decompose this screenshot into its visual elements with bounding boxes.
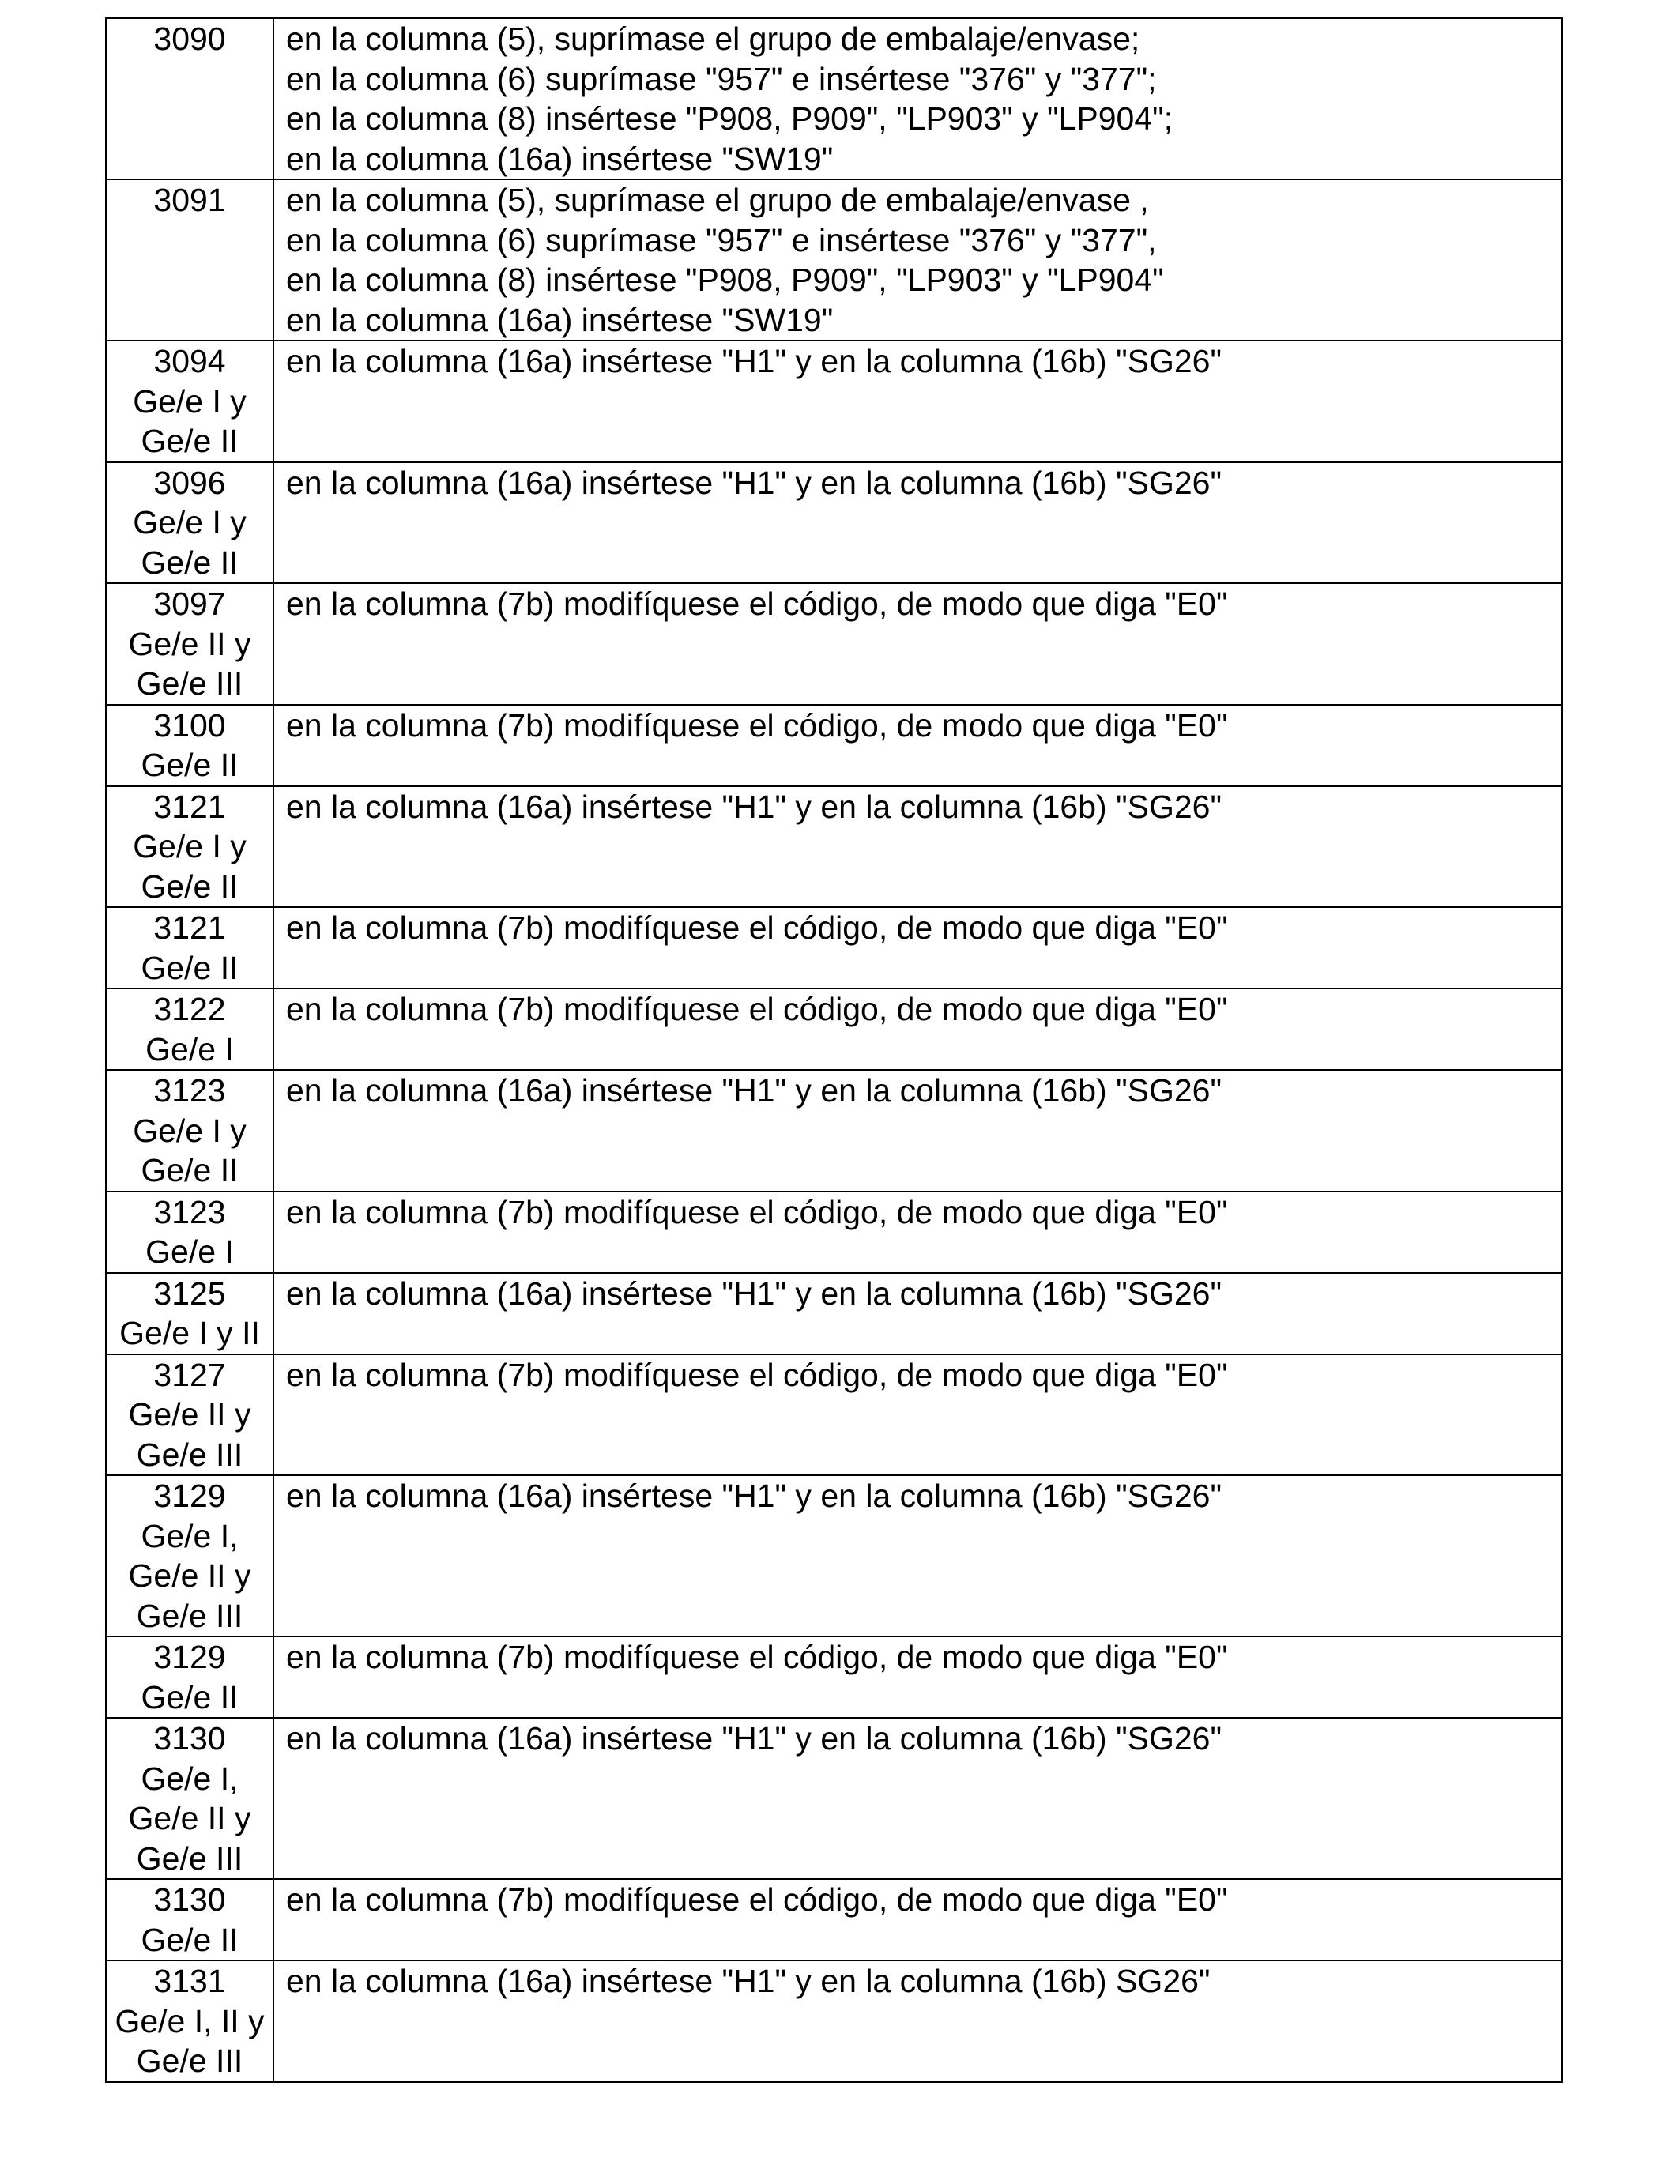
table-row [106,988,1562,1070]
table-row [106,462,1562,584]
amendment-text-line: en la columna (5), suprímase el grupo de embalaje/envase; [286,21,1140,57]
entry-line: 3096 [153,464,226,501]
table-row [106,1475,1562,1636]
entry-line: 3129 [153,1478,226,1514]
amendment-text-cell [273,705,1562,786]
entry-line: Ge/e I y [133,828,247,864]
entry-line: Ge/e III [136,1597,243,1634]
entry-line: Ge/e II [141,1921,239,1958]
amendment-text-line: en la columna (16a) insértese "H1" y en la columna (16b) "SG26" [286,1478,1222,1514]
entry-line: Ge/e III [136,1839,243,1877]
entry-cell [106,1192,273,1273]
table-row [106,341,1562,462]
entry-line: Ge/e I y [133,1112,247,1149]
table-row [106,1070,1562,1192]
entry-line: Ge/e I y [133,382,247,420]
entry-cell [106,1475,273,1636]
entry-line: 3130 [153,1720,226,1757]
amendment-text-line: en la columna (6) suprímase "957" e insértese "376" y "377"; [286,60,1157,97]
entry-line: Ge/e II y [128,625,251,662]
amendment-text-cell [273,1475,1562,1636]
table-row [106,786,1562,908]
amendments-table [105,17,1563,2083]
entry-line: Ge/e II y [128,1800,251,1836]
amendment-text-cell [273,341,1562,462]
amendment-text-cell [273,1192,1562,1273]
entry-cell [106,1636,273,1718]
amendment-text-line: en la columna (7b) modifíquese el código, de modo que diga "E0" [286,909,1228,946]
table-row [106,18,1562,179]
table-row [106,1636,1562,1718]
amendment-text-line: en la columna (7b) modifíquese el código, de modo que diga "E0" [286,1639,1228,1675]
table-row [106,1354,1562,1476]
entry-line: Ge/e I, [141,1517,239,1554]
entry-cell [106,1879,273,1960]
entry-line: Ge/e I y [133,504,247,540]
amendment-text-line: en la columna (7b) modifíquese el código, de modo que diga "E0" [286,1193,1228,1230]
table-row [106,1879,1562,1960]
amendment-text-cell [273,1636,1562,1718]
entry-line: Ge/e II [141,747,239,783]
amendment-text-cell [273,462,1562,584]
amendment-text-line: en la columna (16a) insértese "SW19" [286,140,834,177]
entry-line: Ge/e II [141,949,239,986]
entry-cell [106,1960,273,2082]
entry-line: Ge/e III [136,2043,243,2079]
entry-line: 3121 [153,909,226,946]
entry-line: 3094 [153,343,226,379]
entry-line: Ge/e I, [141,1760,239,1797]
entry-line: Ge/e II [141,423,239,459]
entry-cell [106,1354,273,1476]
table-row [106,1192,1562,1273]
amendment-text-cell [273,786,1562,908]
amendment-text-cell [273,1718,1562,1879]
table-row [106,583,1562,705]
entry-line: 3123 [153,1072,226,1109]
entry-line: 3125 [153,1275,226,1312]
entry-cell [106,341,273,462]
entry-line: 3097 [153,586,226,622]
entry-line: 3090 [153,21,226,57]
entry-line: Ge/e II y [128,1557,251,1594]
entry-cell [106,18,273,179]
entry-line: Ge/e II [141,1678,239,1715]
amendment-text-line: en la columna (16a) insértese "H1" y en la columna (16b) "SG26" [286,1072,1222,1109]
table-body [106,18,1562,2082]
amendment-text-line: en la columna (16a) insértese "H1" y en la columna (16b) "SG26" [286,1720,1222,1757]
amendment-text-cell [273,1879,1562,1960]
amendment-text-cell [273,583,1562,705]
amendment-text-line: en la columna (16a) insértese "H1" y en la columna (16b) "SG26" [286,1275,1222,1312]
entry-cell [106,179,273,341]
entry-cell [106,1718,273,1879]
amendment-text-line: en la columna (7b) modifíquese el código, de modo que diga "E0" [286,706,1228,744]
entry-line: Ge/e II [141,868,239,905]
entry-line: Ge/e III [136,665,243,702]
amendment-text-line: en la columna (16a) insértese "H1" y en la columna (16b) "SG26" [286,343,1222,379]
amendment-text-cell [273,18,1562,179]
amendment-text-line: en la columna (16a) insértese "H1" y en la columna (16b) "SG26" [286,464,1222,501]
amendment-text-line: en la columna (16a) insértese "SW19" [286,301,834,338]
entry-line: 3131 [153,1963,226,1999]
entry-line: 3127 [153,1356,226,1393]
entry-line: 3121 [153,788,226,825]
entry-line: Ge/e I [145,1233,234,1270]
entry-line: Ge/e II [141,544,239,581]
amendment-text-line: en la columna (7b) modifíquese el código, de modo que diga "E0" [286,1881,1228,1918]
table-row [106,907,1562,988]
entry-line: Ge/e I [145,1030,234,1068]
amendment-text-cell [273,988,1562,1070]
entry-cell [106,1070,273,1192]
amendment-text-line: en la columna (16a) insértese "H1" y en la columna (16b) SG26" [286,1963,1211,1999]
entry-line: Ge/e III [136,1436,243,1473]
entry-line: Ge/e I, II y [115,2002,265,2039]
table-row [106,1273,1562,1354]
table-row [106,705,1562,786]
amendment-text-cell [273,1273,1562,1354]
entry-cell [106,705,273,786]
entry-line: 3100 [153,706,226,744]
amendment-text-line: en la columna (8) insértese "P908, P909", "LP903" y "LP904"; [286,100,1173,137]
entry-cell [106,988,273,1070]
entry-cell [106,462,273,584]
entry-cell [106,786,273,908]
amendment-text-line: en la columna (7b) modifíquese el código, de modo que diga "E0" [286,991,1228,1027]
entry-line: Ge/e II y [128,1396,251,1433]
entry-line: 3091 [153,182,226,218]
amendment-text-line: en la columna (7b) modifíquese el código, de modo que diga "E0" [286,586,1228,622]
entry-line: Ge/e I y II [119,1315,260,1351]
entry-line: Ge/e II [141,1152,239,1188]
entry-line: 3129 [153,1639,226,1675]
entry-cell [106,1273,273,1354]
entry-line: 3123 [153,1193,226,1230]
amendment-text-line: en la columna (5), suprímase el grupo de embalaje/envase , [286,182,1149,218]
amendment-text-cell [273,1354,1562,1476]
table-row [106,1718,1562,1879]
entry-line: 3122 [153,991,226,1027]
entry-cell [106,907,273,988]
amendment-text-line: en la columna (7b) modifíquese el código, de modo que diga "E0" [286,1356,1228,1393]
amendment-text-cell [273,179,1562,341]
table-row [106,1960,1562,2082]
amendment-text-line: en la columna (16a) insértese "H1" y en la columna (16b) "SG26" [286,788,1222,825]
entry-line: 3130 [153,1881,226,1918]
amendment-text-line: en la columna (6) suprímase "957" e insértese "376" y "377", [286,221,1157,258]
table-row [106,179,1562,341]
amendment-text-line: en la columna (8) insértese "P908, P909", "LP903" y "LP904" [286,262,1164,298]
amendment-text-cell [273,1960,1562,2082]
entry-cell [106,583,273,705]
amendment-text-cell [273,907,1562,988]
amendment-text-cell [273,1070,1562,1192]
